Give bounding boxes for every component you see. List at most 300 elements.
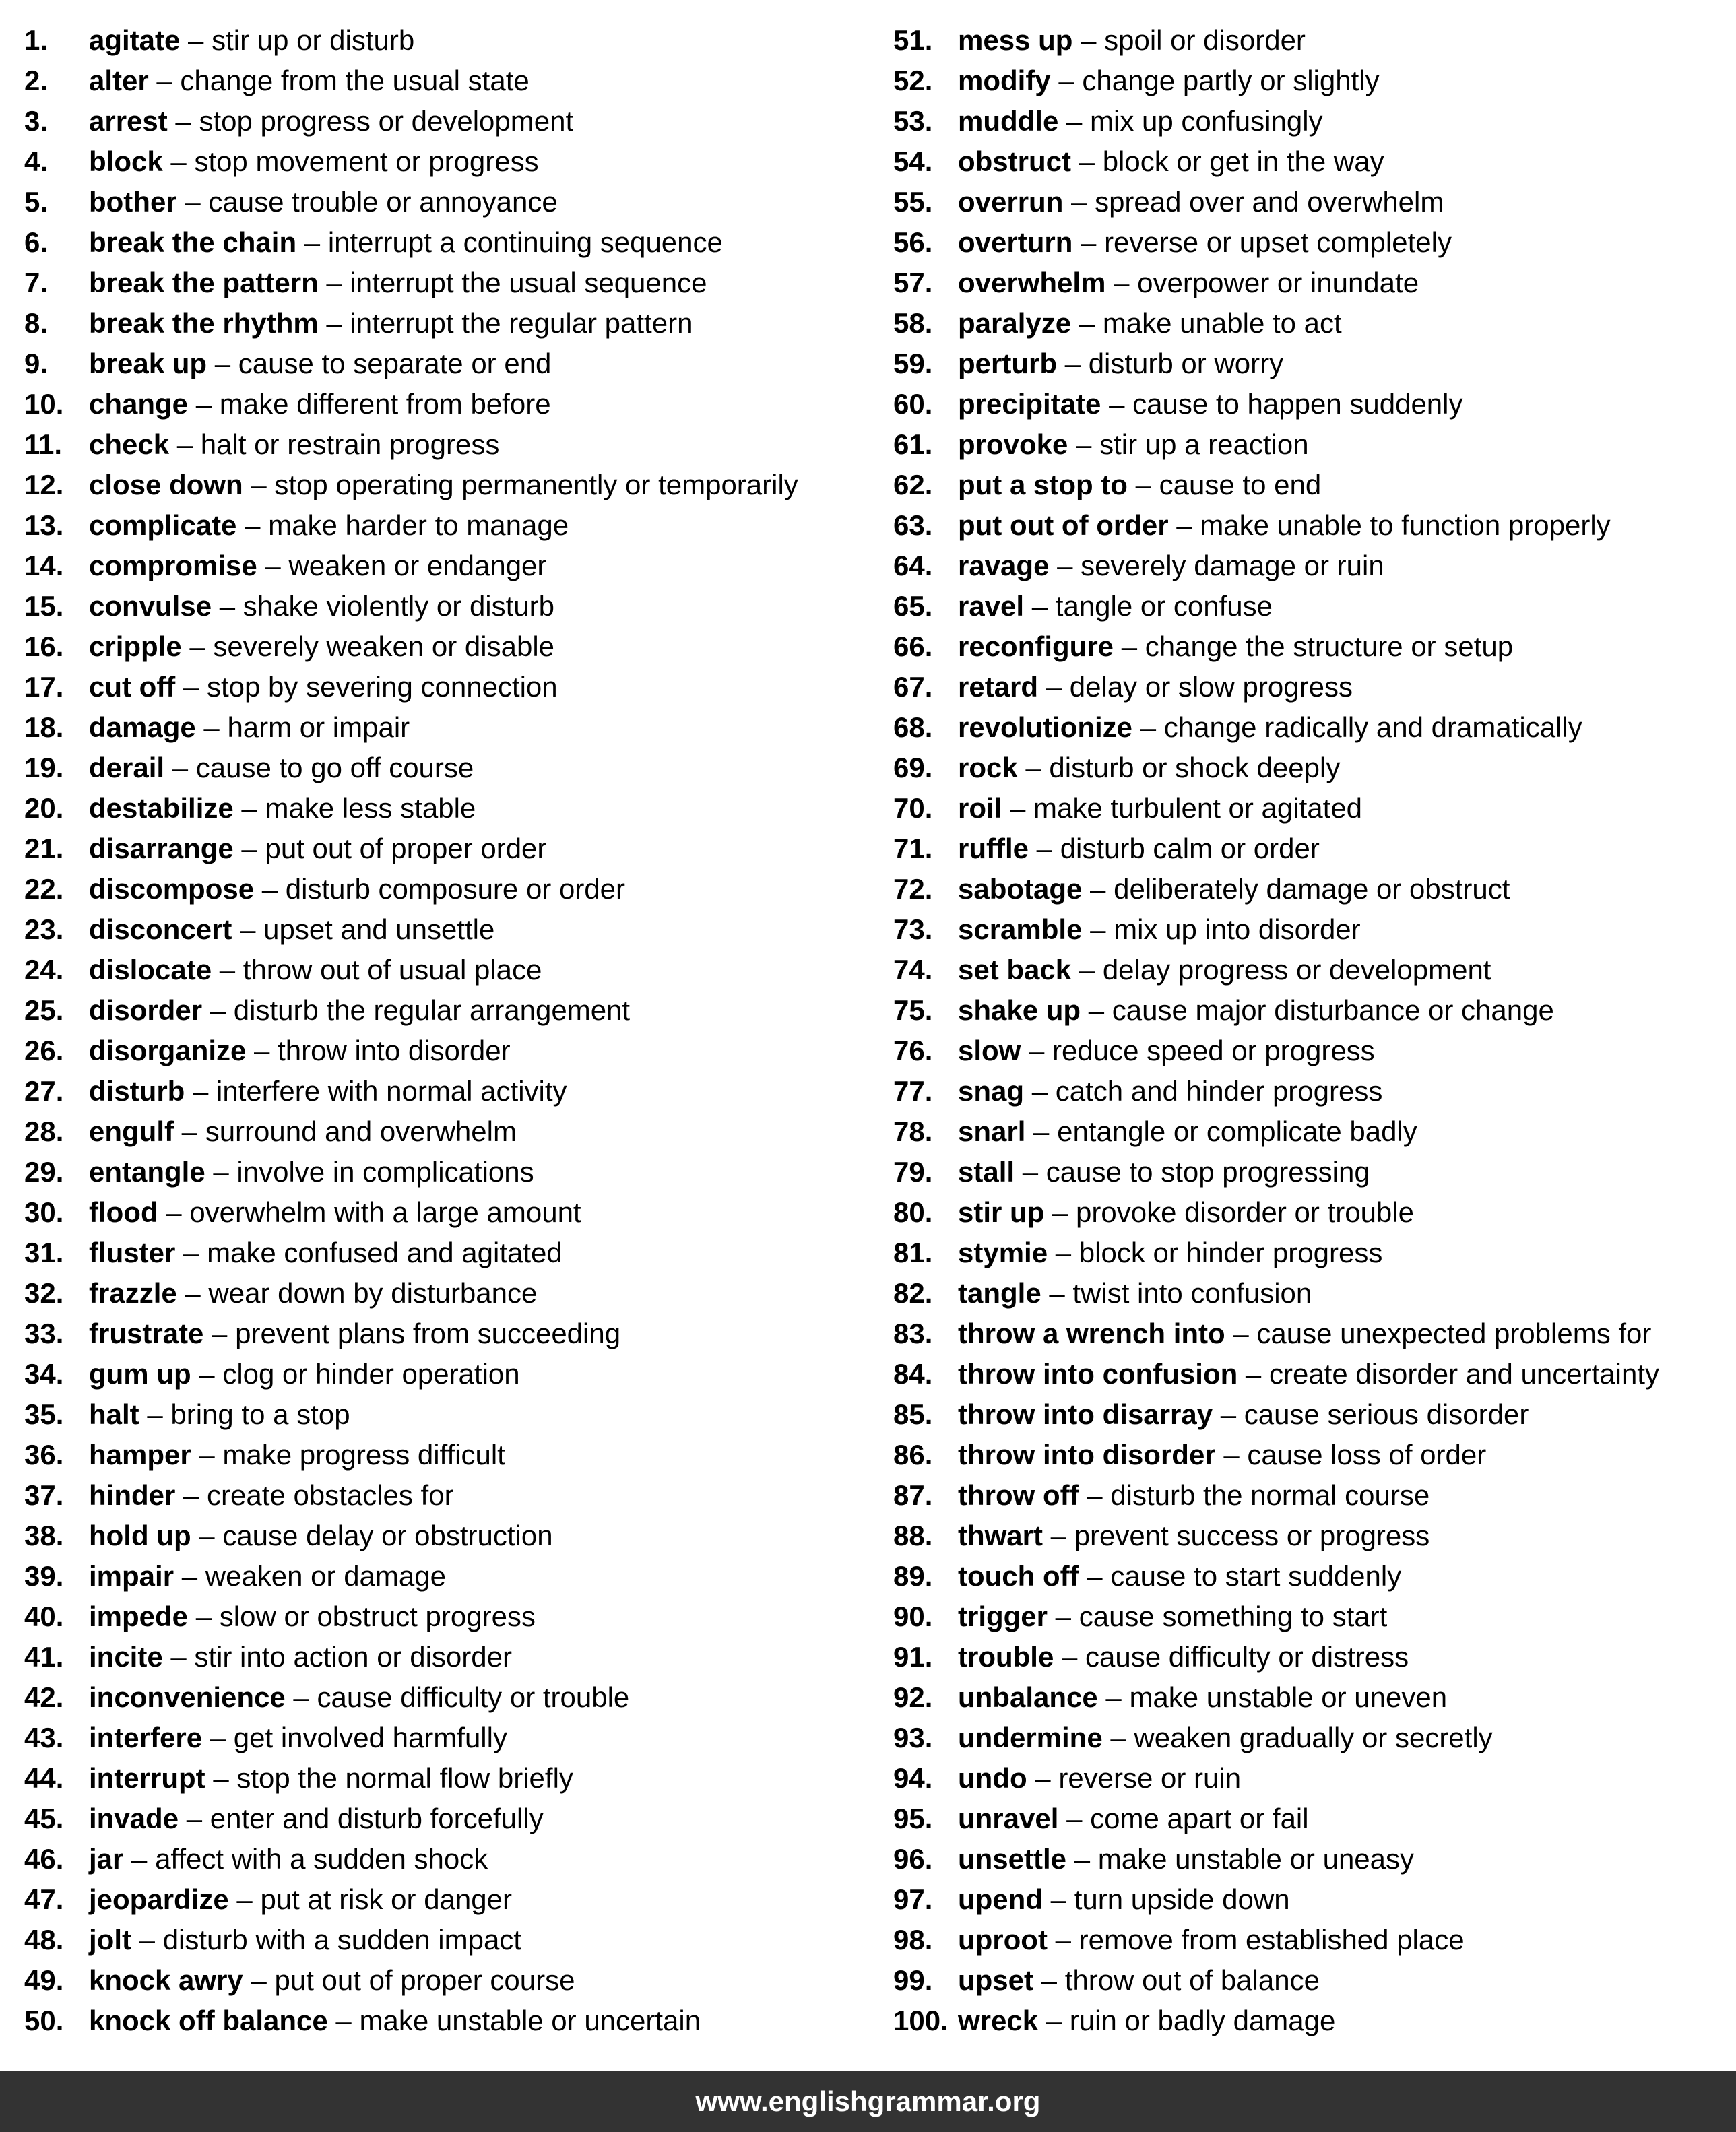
item-definition: disturb with a sudden impact: [162, 1924, 521, 1956]
list-item: [893, 990, 1729, 1031]
list-item: [24, 1556, 866, 1596]
item-text: [958, 182, 1444, 222]
item-separator: –: [246, 1035, 278, 1066]
item-term: overturn: [958, 226, 1073, 258]
item-text: [958, 1071, 1382, 1111]
item-number: 56.: [893, 226, 933, 258]
item-separator: –: [195, 711, 228, 743]
item-separator: –: [1068, 428, 1100, 460]
item-number: 44.: [24, 1762, 64, 1794]
item-separator: –: [162, 146, 195, 177]
item-term: break up: [89, 348, 207, 379]
item-text: [958, 1475, 1429, 1516]
item-separator: –: [243, 469, 275, 500]
item-definition: weaken gradually or secretly: [1134, 1722, 1493, 1753]
item-number: 69.: [893, 752, 933, 783]
item-definition: wear down by disturbance: [208, 1277, 538, 1309]
item-separator: –: [139, 1398, 171, 1430]
item-term: throw into disorder: [958, 1439, 1216, 1471]
list-item: [24, 303, 866, 344]
item-text: [89, 1233, 562, 1273]
item-term: thwart: [958, 1520, 1043, 1551]
item-separator: –: [285, 1681, 317, 1713]
item-separator: –: [232, 913, 264, 945]
item-definition: spoil or disorder: [1104, 24, 1306, 56]
item-definition: make unstable or uneasy: [1097, 1843, 1415, 1875]
item-definition: disturb or shock deeply: [1049, 752, 1341, 783]
item-separator: –: [191, 1358, 223, 1390]
item-separator: –: [212, 590, 243, 622]
item-number: 23.: [24, 913, 64, 945]
item-term: mess up: [958, 24, 1073, 56]
item-separator: –: [1029, 833, 1060, 864]
item-number: 74.: [893, 954, 933, 986]
item-text: [89, 424, 499, 465]
item-text: [89, 1152, 534, 1192]
list-item: [24, 1314, 866, 1354]
list-item: [24, 1677, 866, 1718]
item-text: [958, 829, 1320, 869]
item-term: shake up: [958, 994, 1081, 1026]
item-text: [958, 465, 1321, 505]
item-term: convulse: [89, 590, 212, 622]
item-term: derail: [89, 752, 165, 783]
item-number: 24.: [24, 954, 64, 986]
item-separator: –: [1017, 752, 1050, 783]
item-text: [958, 505, 1611, 546]
item-term: retard: [958, 671, 1039, 703]
item-number: 25.: [24, 994, 64, 1026]
item-text: [958, 1354, 1659, 1394]
list-item: [893, 1596, 1729, 1637]
list-item: [893, 1314, 1729, 1354]
item-separator: –: [175, 671, 207, 703]
item-number: 9.: [24, 348, 49, 379]
list-item: [24, 1879, 866, 1920]
item-number: 30.: [24, 1196, 64, 1228]
item-separator: –: [1054, 1641, 1086, 1673]
item-definition: put out of proper course: [274, 1964, 575, 1996]
list-item: [24, 20, 866, 61]
item-number: 79.: [893, 1156, 933, 1188]
item-text: [958, 1879, 1290, 1920]
item-text: [89, 465, 798, 505]
item-number: 55.: [893, 186, 933, 218]
item-term: break the pattern: [89, 267, 319, 298]
item-text: [958, 1556, 1401, 1596]
item-definition: cause difficulty or trouble: [317, 1681, 630, 1713]
item-text: [958, 1516, 1429, 1556]
list-item: [893, 626, 1729, 667]
item-number: 19.: [24, 752, 64, 783]
item-separator: –: [1213, 1398, 1244, 1430]
list-item: [893, 1799, 1729, 1839]
item-definition: stop operating permanently or temporarily: [274, 469, 798, 500]
item-term: hinder: [89, 1479, 176, 1511]
item-term: unsettle: [958, 1843, 1067, 1875]
list-item: [24, 2001, 866, 2041]
list-item: [24, 1718, 866, 1758]
item-separator: –: [191, 1439, 223, 1471]
item-number: 29.: [24, 1156, 64, 1188]
item-number: 12.: [24, 469, 64, 500]
item-number: 26.: [24, 1035, 64, 1066]
item-separator: –: [176, 1277, 209, 1309]
item-number: 85.: [893, 1398, 933, 1430]
item-text: [958, 2001, 1335, 2041]
item-term: compromise: [89, 550, 257, 581]
item-separator: –: [1002, 792, 1034, 824]
list-item: [24, 1152, 866, 1192]
item-text: [89, 263, 707, 303]
item-number: 18.: [24, 711, 64, 743]
list-item: [893, 1556, 1729, 1596]
item-definition: cause trouble or annoyance: [208, 186, 558, 218]
item-number: 17.: [24, 671, 64, 703]
item-text: [89, 141, 539, 182]
item-term: put out of order: [958, 509, 1169, 541]
item-definition: harm or impair: [227, 711, 410, 743]
item-definition: stir up a reaction: [1099, 428, 1309, 460]
item-term: tangle: [958, 1277, 1041, 1309]
item-text: [958, 909, 1361, 950]
list-item: [24, 1637, 866, 1677]
item-definition: provoke disorder or trouble: [1076, 1196, 1414, 1228]
list-item: [24, 1273, 866, 1314]
item-definition: delay progress or development: [1102, 954, 1491, 986]
item-number: 77.: [893, 1075, 933, 1107]
item-separator: –: [254, 873, 286, 905]
item-separator: –: [212, 954, 243, 986]
item-separator: –: [181, 631, 214, 662]
item-definition: catch and hinder progress: [1055, 1075, 1383, 1107]
item-definition: change radically and dramatically: [1163, 711, 1582, 743]
list-item: [893, 748, 1729, 788]
item-definition: prevent success or progress: [1074, 1520, 1430, 1551]
list-item: [24, 1758, 866, 1799]
item-number: 57.: [893, 267, 933, 298]
list-item: [893, 950, 1729, 990]
item-number: 41.: [24, 1641, 64, 1673]
list-item: [893, 222, 1729, 263]
item-definition: deliberately damage or obstruct: [1114, 873, 1510, 905]
item-text: [958, 61, 1380, 101]
item-text: [89, 990, 630, 1031]
item-separator: –: [175, 1479, 207, 1511]
item-term: uproot: [958, 1924, 1048, 1956]
item-text: [958, 384, 1463, 424]
item-text: [89, 1677, 629, 1718]
list-item: [24, 707, 866, 748]
item-definition: come apart or fail: [1090, 1803, 1309, 1834]
item-term: perturb: [958, 348, 1057, 379]
list-item: [893, 1879, 1729, 1920]
item-term: snag: [958, 1075, 1025, 1107]
list-item: [893, 263, 1729, 303]
item-text: [958, 1111, 1417, 1152]
item-definition: cause major disturbance or change: [1112, 994, 1554, 1026]
item-text: [958, 1596, 1387, 1637]
item-separator: –: [1082, 913, 1114, 945]
list-item: [893, 869, 1729, 909]
item-term: disconcert: [89, 913, 232, 945]
list-item: [24, 586, 866, 626]
item-number: 45.: [24, 1803, 64, 1834]
item-term: knock awry: [89, 1964, 243, 1996]
item-number: 40.: [24, 1601, 64, 1632]
list-item: [24, 61, 866, 101]
item-separator: –: [1047, 1924, 1079, 1956]
item-separator: –: [1025, 1116, 1058, 1147]
item-number: 93.: [893, 1722, 933, 1753]
list-item: [24, 182, 866, 222]
item-term: jolt: [89, 1924, 131, 1956]
item-term: put a stop to: [958, 469, 1128, 500]
item-number: 52.: [893, 65, 933, 96]
item-definition: stir into action or disorder: [194, 1641, 512, 1673]
item-separator: –: [1102, 1722, 1134, 1753]
list-item: [893, 303, 1729, 344]
item-term: wreck: [958, 2005, 1039, 2036]
item-term: undermine: [958, 1722, 1103, 1753]
item-separator: –: [169, 428, 201, 460]
item-text: [89, 1516, 553, 1556]
item-definition: twist into confusion: [1072, 1277, 1312, 1309]
item-term: break the rhythm: [89, 307, 319, 339]
item-number: 28.: [24, 1116, 64, 1147]
item-number: 47.: [24, 1883, 64, 1915]
list-item: [24, 384, 866, 424]
item-definition: cause delay or obstruction: [222, 1520, 553, 1551]
item-definition: make unable to function properly: [1200, 509, 1611, 541]
list-item: [893, 1435, 1729, 1475]
item-definition: delay or slow progress: [1069, 671, 1353, 703]
item-number: 70.: [893, 792, 933, 824]
item-separator: –: [1215, 1439, 1248, 1471]
item-definition: involve in complications: [236, 1156, 534, 1188]
item-separator: –: [1038, 2005, 1070, 2036]
item-definition: overpower or inundate: [1137, 267, 1419, 298]
item-number: 84.: [893, 1358, 933, 1390]
item-text: [89, 546, 546, 586]
item-separator: –: [173, 1116, 205, 1147]
item-term: throw into disarray: [958, 1398, 1213, 1430]
item-separator: –: [243, 1964, 275, 1996]
item-text: [89, 1314, 620, 1354]
item-separator: –: [1101, 388, 1133, 420]
item-text: [89, 1354, 520, 1394]
item-definition: stop movement or progress: [194, 146, 539, 177]
item-definition: block or get in the way: [1102, 146, 1384, 177]
item-definition: cause difficulty or distress: [1085, 1641, 1409, 1673]
item-number: 96.: [893, 1843, 933, 1875]
item-text: [958, 748, 1340, 788]
item-number: 92.: [893, 1681, 933, 1713]
item-text: [89, 2001, 701, 2041]
list-item: [893, 1354, 1729, 1394]
item-number: 3.: [24, 105, 49, 137]
item-definition: slow or obstruct progress: [219, 1601, 536, 1632]
item-text: [89, 1839, 488, 1879]
item-separator: –: [1027, 1762, 1059, 1794]
item-definition: reverse or upset completely: [1104, 226, 1452, 258]
list-item: [893, 384, 1729, 424]
item-separator: –: [1050, 65, 1083, 96]
item-text: [89, 667, 558, 707]
item-definition: severely weaken or disable: [213, 631, 555, 662]
item-term: obstruct: [958, 146, 1071, 177]
item-definition: reverse or ruin: [1058, 1762, 1242, 1794]
item-number: 64.: [893, 550, 933, 581]
item-text: [958, 950, 1491, 990]
list-item: [24, 748, 866, 788]
item-term: entangle: [89, 1156, 205, 1188]
item-term: upend: [958, 1883, 1043, 1915]
item-definition: disturb composure or order: [285, 873, 626, 905]
list-item: [24, 1233, 866, 1273]
item-definition: stop progress or development: [199, 105, 574, 137]
item-term: bother: [89, 186, 177, 218]
list-item: [24, 950, 866, 990]
item-text: [958, 263, 1419, 303]
item-number: 54.: [893, 146, 933, 177]
item-term: impede: [89, 1601, 189, 1632]
item-term: frazzle: [89, 1277, 177, 1309]
item-term: provoke: [958, 428, 1068, 460]
item-definition: affect with a sudden shock: [155, 1843, 488, 1875]
item-number: 86.: [893, 1439, 933, 1471]
item-term: paralyze: [958, 307, 1072, 339]
item-definition: mix up into disorder: [1114, 913, 1361, 945]
item-separator: –: [1048, 1601, 1079, 1632]
item-term: touch off: [958, 1560, 1079, 1592]
item-text: [958, 20, 1306, 61]
item-term: snarl: [958, 1116, 1026, 1147]
item-definition: cause to happen suddenly: [1132, 388, 1463, 420]
item-term: disarrange: [89, 833, 234, 864]
list-item: [24, 829, 866, 869]
item-term: trigger: [958, 1601, 1048, 1632]
item-definition: turn upside down: [1074, 1883, 1290, 1915]
item-term: ravage: [958, 550, 1050, 581]
item-text: [89, 1879, 512, 1920]
item-number: 83.: [893, 1318, 933, 1349]
item-term: fluster: [89, 1237, 176, 1268]
item-definition: reduce speed or progress: [1052, 1035, 1375, 1066]
item-number: 43.: [24, 1722, 64, 1753]
item-separator: –: [167, 105, 199, 137]
item-separator: –: [257, 550, 289, 581]
item-term: hamper: [89, 1439, 191, 1471]
item-term: block: [89, 146, 163, 177]
item-separator: –: [233, 792, 265, 824]
item-text: [958, 1920, 1465, 1960]
item-separator: –: [162, 1641, 195, 1673]
list-item: [893, 1960, 1729, 2001]
item-number: 27.: [24, 1075, 64, 1107]
item-text: [958, 990, 1554, 1031]
item-number: 66.: [893, 631, 933, 662]
item-term: set back: [958, 954, 1072, 986]
item-separator: –: [236, 509, 269, 541]
list-item: [24, 990, 866, 1031]
item-text: [958, 586, 1273, 626]
item-text: [89, 950, 542, 990]
item-separator: –: [188, 388, 220, 420]
item-number: 78.: [893, 1116, 933, 1147]
item-number: 95.: [893, 1803, 933, 1834]
item-separator: –: [327, 2005, 360, 2036]
item-term: revolutionize: [958, 711, 1133, 743]
item-separator: –: [1071, 954, 1103, 986]
item-text: [958, 1637, 1409, 1677]
item-term: dislocate: [89, 954, 212, 986]
item-separator: –: [233, 833, 265, 864]
item-number: 76.: [893, 1035, 933, 1066]
item-text: [958, 1960, 1320, 2001]
list-item: [893, 1394, 1729, 1435]
item-definition: severely damage or ruin: [1081, 550, 1384, 581]
item-definition: interrupt the usual sequence: [350, 267, 707, 298]
item-term: impair: [89, 1560, 174, 1592]
item-separator: –: [1033, 1964, 1065, 1996]
item-text: [958, 1192, 1414, 1233]
item-text: [958, 222, 1452, 263]
item-number: 88.: [893, 1520, 933, 1551]
item-separator: –: [1024, 1075, 1056, 1107]
item-number: 91.: [893, 1641, 933, 1673]
item-term: muddle: [958, 105, 1059, 137]
item-separator: –: [1043, 1520, 1074, 1551]
item-definition: put at risk or danger: [260, 1883, 512, 1915]
item-term: hold up: [89, 1520, 191, 1551]
item-number: 14.: [24, 550, 64, 581]
footer-url: www.englishgrammar.org: [695, 2086, 1041, 2117]
item-term: alter: [89, 65, 149, 96]
item-number: 22.: [24, 873, 64, 905]
item-separator: –: [1038, 671, 1070, 703]
item-term: disturb: [89, 1075, 185, 1107]
item-term: inconvenience: [89, 1681, 286, 1713]
item-text: [89, 748, 474, 788]
item-term: throw a wrench into: [958, 1318, 1225, 1349]
item-term: unbalance: [958, 1681, 1098, 1713]
item-definition: create disorder and uncertainty: [1268, 1358, 1659, 1390]
item-text: [958, 788, 1362, 829]
item-number: 4.: [24, 146, 49, 177]
item-definition: make turbulent or agitated: [1033, 792, 1363, 824]
item-separator: –: [191, 1520, 223, 1551]
item-text: [89, 1758, 573, 1799]
list-item: [24, 344, 866, 384]
list-item: [24, 1920, 866, 1960]
item-number: 60.: [893, 388, 933, 420]
item-text: [89, 1718, 507, 1758]
item-separator: –: [1058, 105, 1091, 137]
item-text: [89, 222, 723, 263]
item-separator: –: [1127, 469, 1159, 500]
item-number: 20.: [24, 792, 64, 824]
item-term: disorganize: [89, 1035, 247, 1066]
item-term: agitate: [89, 24, 181, 56]
item-text: [958, 1677, 1447, 1718]
item-text: [958, 303, 1342, 344]
item-separator: –: [1057, 348, 1089, 379]
item-number: 6.: [24, 226, 49, 258]
list-item: [24, 1354, 866, 1394]
item-definition: cause to stop progressing: [1046, 1156, 1370, 1188]
list-item: [24, 1394, 866, 1435]
